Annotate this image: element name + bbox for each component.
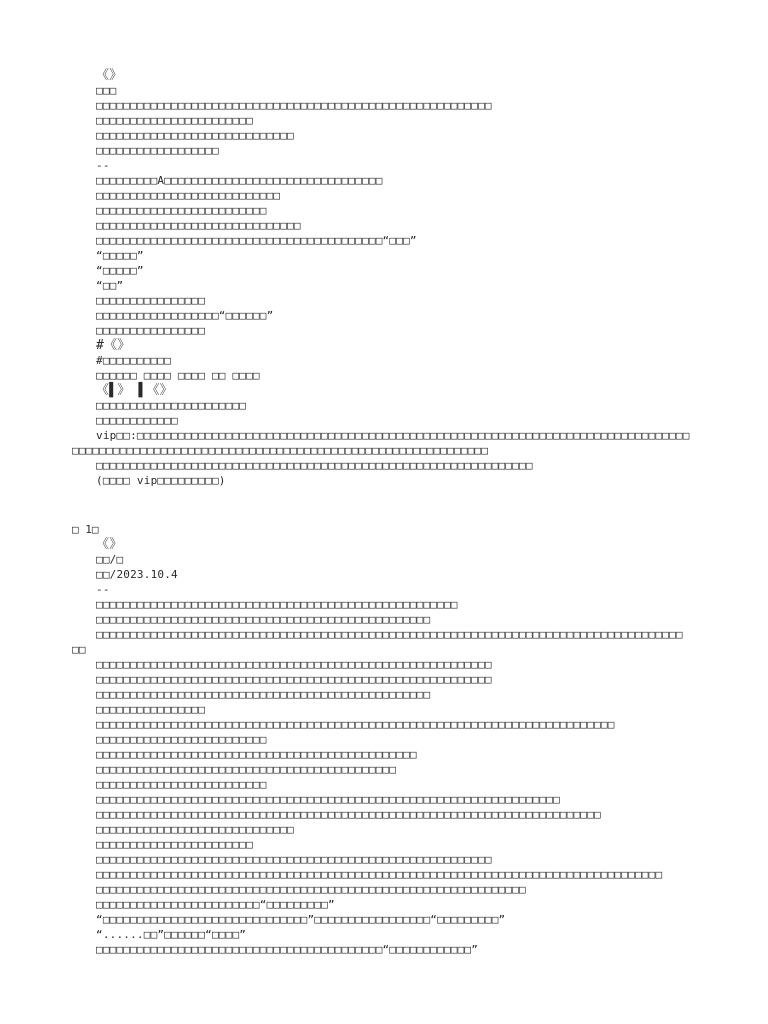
text-line: □□□□□□□□□□□□□□□□□□□□□□: [96, 399, 247, 412]
text-line: vip□□:□□□□□□□□□□□□□□□□□□□□□□□□□□□□□□□□□□□□□□□□□□□□□□□□□□□□□□□□□□□□□□□□□□□□□□□□□□□□□□□□□: [96, 429, 690, 442]
section-gap: [0, 488, 768, 522]
document-body: [0, 68, 768, 957]
text-line: □□□□□□□□□□□□□□□□□□□□□□□□□□□□□□□□□□□□□□□□□□□□□□□□□□□□□□□□□□: [96, 853, 492, 866]
text-line: □□□□□□□□□□□□□□□□□□□□□□□□□□□□□□□□□□□□□□□□□□□□□□□□□□□□□□□□□□□□□: [72, 444, 489, 457]
text-line: □□□□□□□□□□□□□□□□□□□□□□□□□□□□□□□□□□□□□□□□□□□□□□□□□□□□□□□□□□: [96, 658, 492, 671]
text-line: □□□□□□□□□□□□□□□□: [96, 324, 206, 337]
text-line: □□□□□□□□□□□□□□□□□□□□□□□□□□□□□□□□□□□□□□□□□□□□□□□: [96, 748, 417, 761]
text-line: □□□□□□□□□□□□□□□□□□□□□□□□□□□□□□□□□□□□□□□□□□□□□□□□□□□□□□□□□□□□□□□: [96, 883, 526, 896]
text-line: --: [96, 159, 110, 172]
text-line: 《》: [96, 537, 123, 552]
text-line: 《▌》 ▌《》: [96, 383, 173, 398]
text-line: □□□: [96, 84, 117, 97]
text-line: □□□□□□□□□□□□□□□□□□□□□□□: [96, 838, 253, 851]
text-line: □□□□□□□□□A□□□□□□□□□□□□□□□□□□□□□□□□□□□□□□□□: [96, 174, 383, 187]
text-line: □□□□□□□□□□□□□□□□□□□□□□□□□□□: [96, 189, 281, 202]
text-line: □□□□□□□□□□□□□□□□□□□□□□□□□: [96, 204, 267, 217]
text-line: □□/□: [96, 553, 124, 566]
text-line: “......□□”□□□□□□“□□□□”: [96, 928, 247, 941]
text-line: □□□□□□□□□□□□□□□□: [96, 703, 206, 716]
text-line: □□□□□□□□□□□□□□□□□□□□□□□□□□□□□□□□□□□□□□□□□□□□□□□□□□□□□□□□□□□□□□□□□□□□□□□□□□□□□□□□□□□: [96, 868, 663, 881]
intro-section: [0, 68, 768, 488]
text-line: □□□□□□□□□□□□□□□□□□□□□□□□□□□□□□□□□□□□□□□□□□“□□□”: [96, 234, 417, 247]
text-line: □□□□□□□□□□□□□□□□□□□□□□□□□□□□□□□□□□□□□□□□□□“□□□□□□□□□□□□”: [96, 943, 479, 956]
text-line: □□□□□□□□□□□□□□□□□□□□□□□□□□□□□: [96, 129, 294, 142]
text-line: □□□□□□□□□□□□□□□□□□: [96, 144, 219, 157]
text-line: □□□□□□□□□□□□□□□□□□“□□□□□□”: [96, 309, 274, 322]
text-line: “□□□□□”: [96, 264, 144, 277]
text-line: □□□□□□□□□□□□□□□□□□□□□□□□□□□□□□□□□□□□□□□□□□□□□□□□□: [96, 613, 431, 626]
text-line: □□□□□□□□□□□□□□□□□□□□□□□□□: [96, 778, 267, 791]
text-line: □□□□□□□□□□□□□□□□□□□□□□□□□□□□□: [96, 823, 294, 836]
text-line: (□□□□ vip□□□□□□□□□): [96, 474, 226, 487]
text-line: □□□□□□□□□□□□□□□□□□□□□□□□□□□□□□□□□□□□□□□□□□□□□□□□□□□□□□□□□□□□□□□□□□□□□□□□□□: [96, 808, 601, 821]
text-line: □□□□□□□□□□□□□□□□□□□□□□□□□□□□□□□□□□□□□□□□□□□□□□□□□□□□□: [96, 598, 458, 611]
text-line: --: [96, 583, 110, 596]
chapter-1-section: [0, 522, 768, 957]
text-line: □□□□□□□□□□□□□□□□□□□□□□□: [96, 114, 253, 127]
text-line: □□□□□□ □□□□ □□□□ □□ □□□□: [96, 369, 260, 382]
text-line: □□□□□□□□□□□□□□□□□□□□□□□□□□□□□□□□□□□□□□□□□□□□□□□□□□□□□□□□□□: [96, 99, 492, 112]
text-line: □□□□□□□□□□□□□□□□: [96, 294, 206, 307]
text-line: □□: [72, 643, 86, 656]
text-line: □□□□□□□□□□□□□□□□□□□□□□□□□□□□□□: [96, 219, 301, 232]
text-line: #□□□□□□□□□□: [96, 354, 172, 367]
text-line: □□□□□□□□□□□□□□□□□□□□□□□□□□□□□□□□□□□□□□□□□□□□: [96, 763, 397, 776]
text-line: □□□□□□□□□□□□□□□□□□□□□□□□□: [96, 733, 267, 746]
chapter-heading: □ 1□: [72, 523, 99, 536]
text-line: 《》: [96, 68, 123, 83]
text-line: “□□”: [96, 279, 124, 292]
text-line: □□□□□□□□□□□□□□□□□□□□□□□□□□□□□□□□□□□□□□□□□□□□□□□□□□□□□□□□□□□□□□□□: [96, 459, 533, 472]
text-line: □□□□□□□□□□□□□□□□□□□□□□□□□□□□□□□□□□□□□□□□□□□□□□□□□□□□□□□□□□□□□□□□□□□□□□□□□□□□: [96, 718, 615, 731]
text-line: □□/2023.10.4: [96, 568, 178, 581]
text-line: “□□□□□□□□□□□□□□□□□□□□□□□□□□□□□□”□□□□□□□□□□□□□□□□□“□□□□□□□□□”: [96, 913, 506, 926]
text-line: “□□□□□”: [96, 249, 144, 262]
text-line: □□□□□□□□□□□□□□□□□□□□□□□□□□□□□□□□□□□□□□□□□□□□□□□□□□□□□□□□□□□□□□□□□□□□□□□□□□□□□□□□□□□□□□: [96, 628, 683, 641]
text-line: □□□□□□□□□□□□□□□□□□□□□□□□□□□□□□□□□□□□□□□□□□□□□□□□□□□□□□□□□□: [96, 673, 492, 686]
text-line: #《》: [96, 338, 131, 353]
text-line: □□□□□□□□□□□□: [96, 414, 178, 427]
text-line: □□□□□□□□□□□□□□□□□□□□□□□□□□□□□□□□□□□□□□□□□□□□□□□□□: [96, 688, 431, 701]
text-line: □□□□□□□□□□□□□□□□□□□□□□□□□□□□□□□□□□□□□□□□□□□□□□□□□□□□□□□□□□□□□□□□□□□□: [96, 793, 560, 806]
text-line: □□□□□□□□□□□□□□□□□□□□□□□□“□□□□□□□□□”: [96, 898, 335, 911]
